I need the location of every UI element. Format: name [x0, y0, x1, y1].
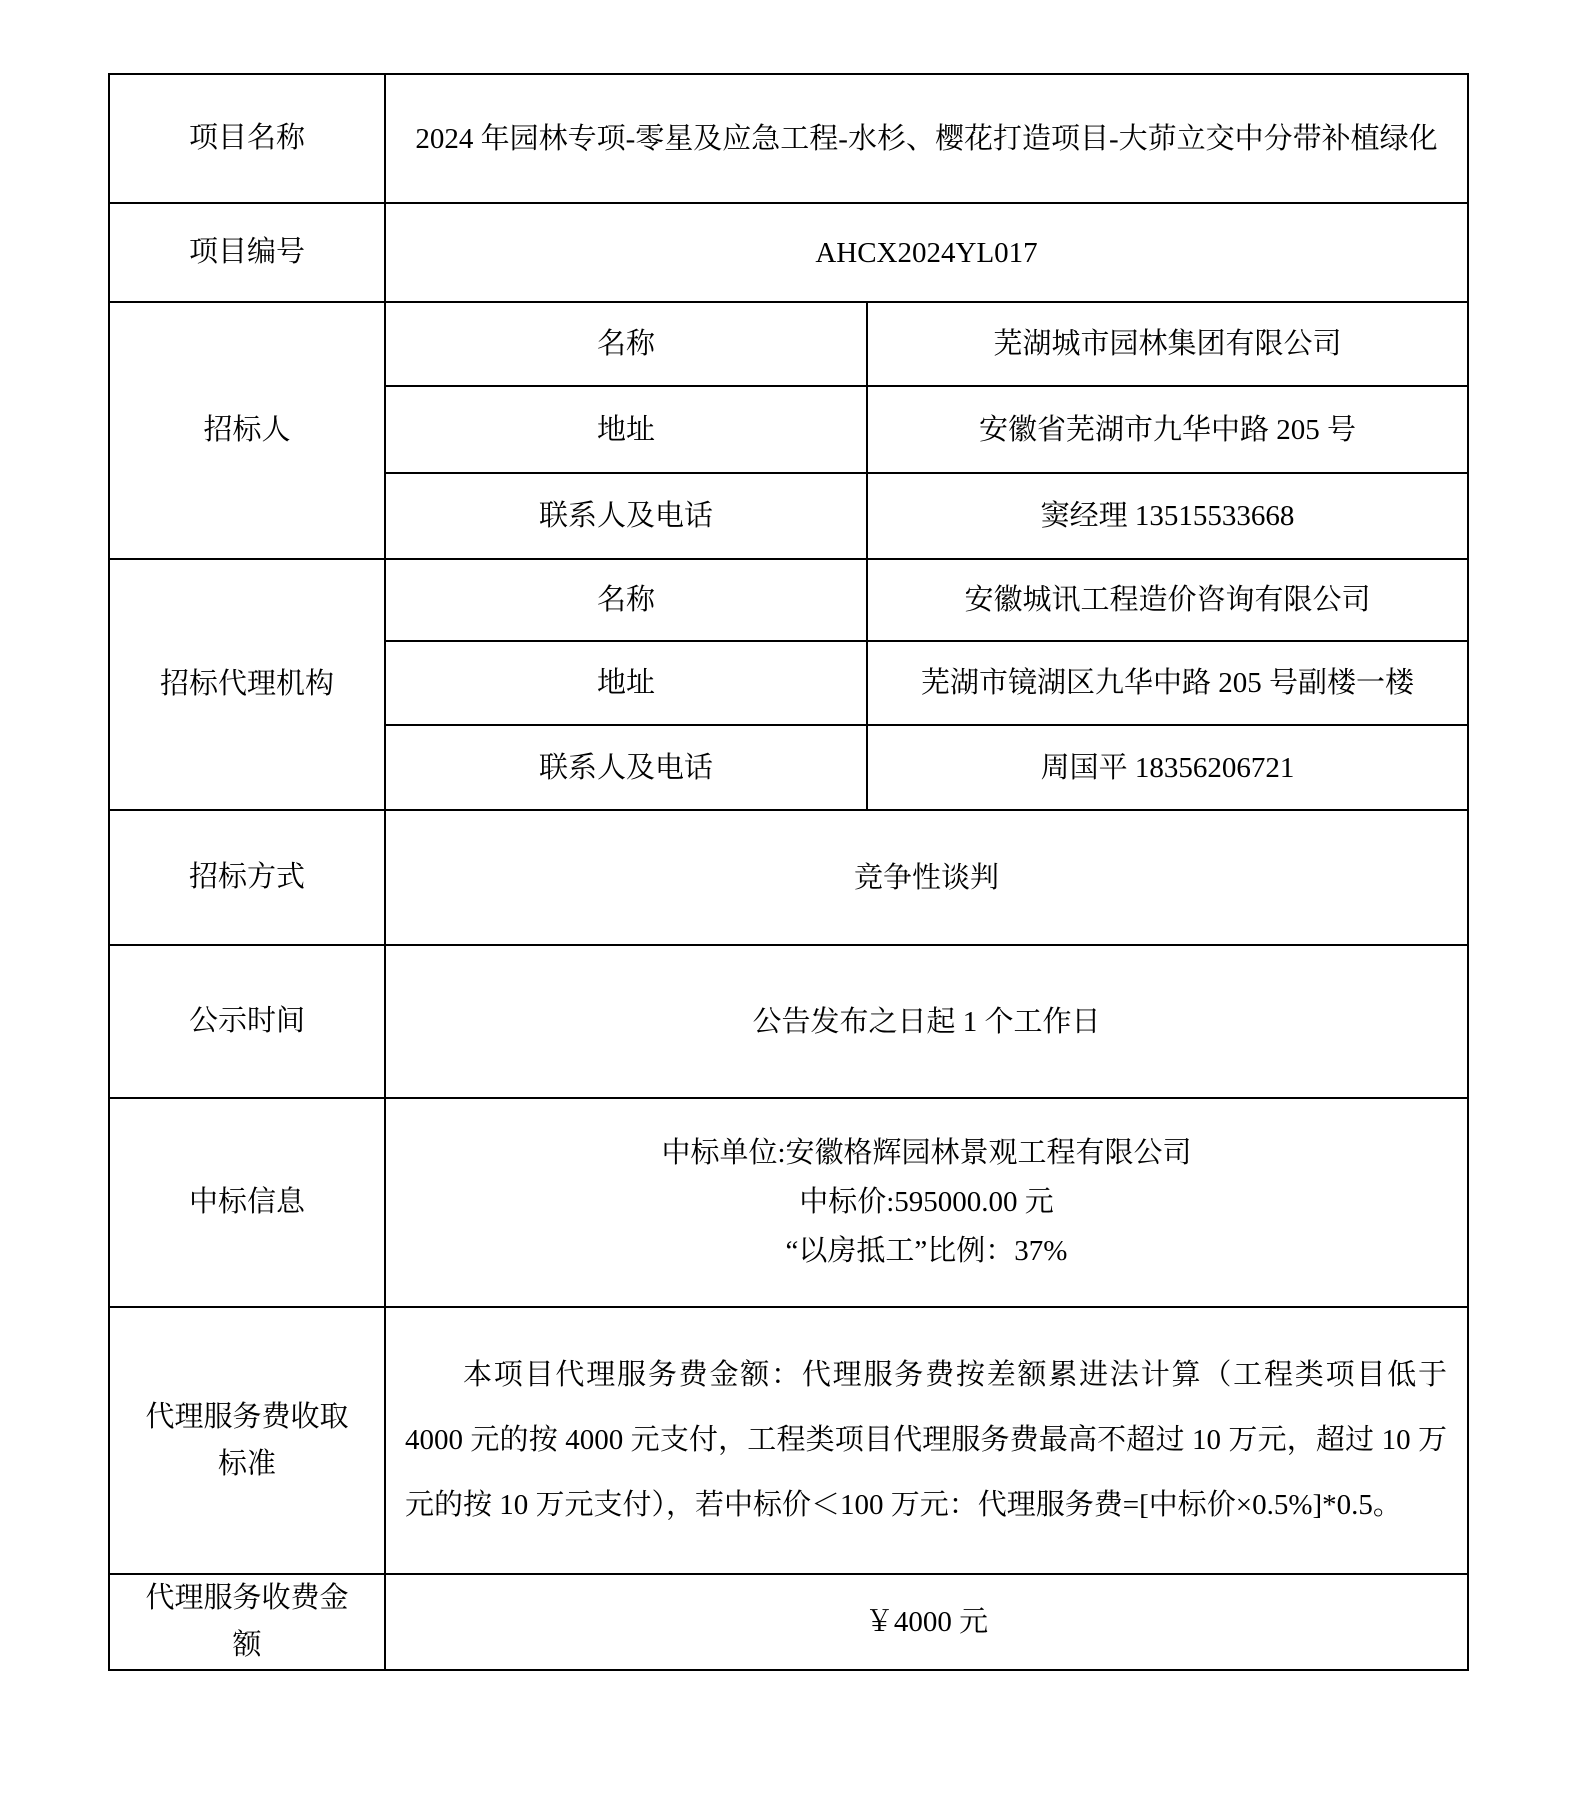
- row-project-name: [109, 74, 1468, 203]
- project-code-value: AHCX2024YL017: [385, 203, 1468, 302]
- project-code-label: 项目编号: [109, 203, 385, 302]
- project-name-label: 项目名称: [109, 74, 385, 203]
- agency-contact-value: 周国平 18356206721: [867, 725, 1468, 810]
- award-info-value: [385, 1098, 1468, 1307]
- fee-standard-text: 本项目代理服务费金额：代理服务费按差额累进法计算（工程类项目低于 4000 元的按 4000 元支付，工程类项目代理服务费最高不超过 10 万元，超过 10 万元的按 10 万元支付），若中标价＜100 万元：代理服务费=[中标价×0.5%]*0.5。: [405, 1359, 1448, 1521]
- agency-address-value: 芜湖市镜湖区九华中路 205 号副楼一楼: [867, 641, 1468, 725]
- fee-standard-label: 代理服务费收取标准: [109, 1307, 385, 1574]
- tender-method-label: 招标方式: [109, 810, 385, 945]
- fee-amount-label: 代理服务收费金额: [109, 1574, 385, 1670]
- publicity-period-label: 公示时间: [109, 945, 385, 1098]
- tenderer-name-value: 芜湖城市园林集团有限公司: [867, 302, 1468, 386]
- tender-method-value: 竞争性谈判: [385, 810, 1468, 945]
- project-name-value: 2024 年园林专项-零星及应急工程-水杉、樱花打造项目-大茆立交中分带补植绿化: [385, 74, 1468, 203]
- tenderer-label: 招标人: [109, 302, 385, 559]
- row-publicity-period: [109, 945, 1468, 1098]
- agency-address-label: 地址: [385, 641, 867, 725]
- row-agency-name: [109, 559, 1468, 641]
- row-tenderer-name: [109, 302, 1468, 386]
- tenderer-address-label: 地址: [385, 386, 867, 473]
- agency-contact-label: 联系人及电话: [385, 725, 867, 810]
- award-info-label: 中标信息: [109, 1098, 385, 1307]
- tenderer-contact-value: 窦经理 13515533668: [867, 473, 1468, 559]
- row-fee-standard: [109, 1307, 1468, 1574]
- award-winner-line: 中标单位:安徽格辉园林景观工程有限公司: [661, 1137, 1192, 1169]
- agency-label: 招标代理机构: [109, 559, 385, 810]
- award-price-line: 中标价:595000.00 元: [799, 1186, 1054, 1218]
- award-ratio-line: “以房抵工”比例：37%: [785, 1235, 1068, 1267]
- fee-standard-value: [385, 1307, 1468, 1574]
- row-award-info: [109, 1098, 1468, 1307]
- publicity-period-value: 公告发布之日起 1 个工作日: [385, 945, 1468, 1098]
- row-fee-amount: [109, 1574, 1468, 1670]
- row-project-code: [109, 203, 1468, 302]
- fee-amount-value: ￥4000 元: [385, 1574, 1468, 1670]
- tenderer-contact-label: 联系人及电话: [385, 473, 867, 559]
- tenderer-address-value: 安徽省芜湖市九华中路 205 号: [867, 386, 1468, 473]
- row-tender-method: [109, 810, 1468, 945]
- agency-name-label: 名称: [385, 559, 867, 641]
- bid-announcement-table: [108, 73, 1469, 1671]
- agency-name-value: 安徽城讯工程造价咨询有限公司: [867, 559, 1468, 641]
- tenderer-name-label: 名称: [385, 302, 867, 386]
